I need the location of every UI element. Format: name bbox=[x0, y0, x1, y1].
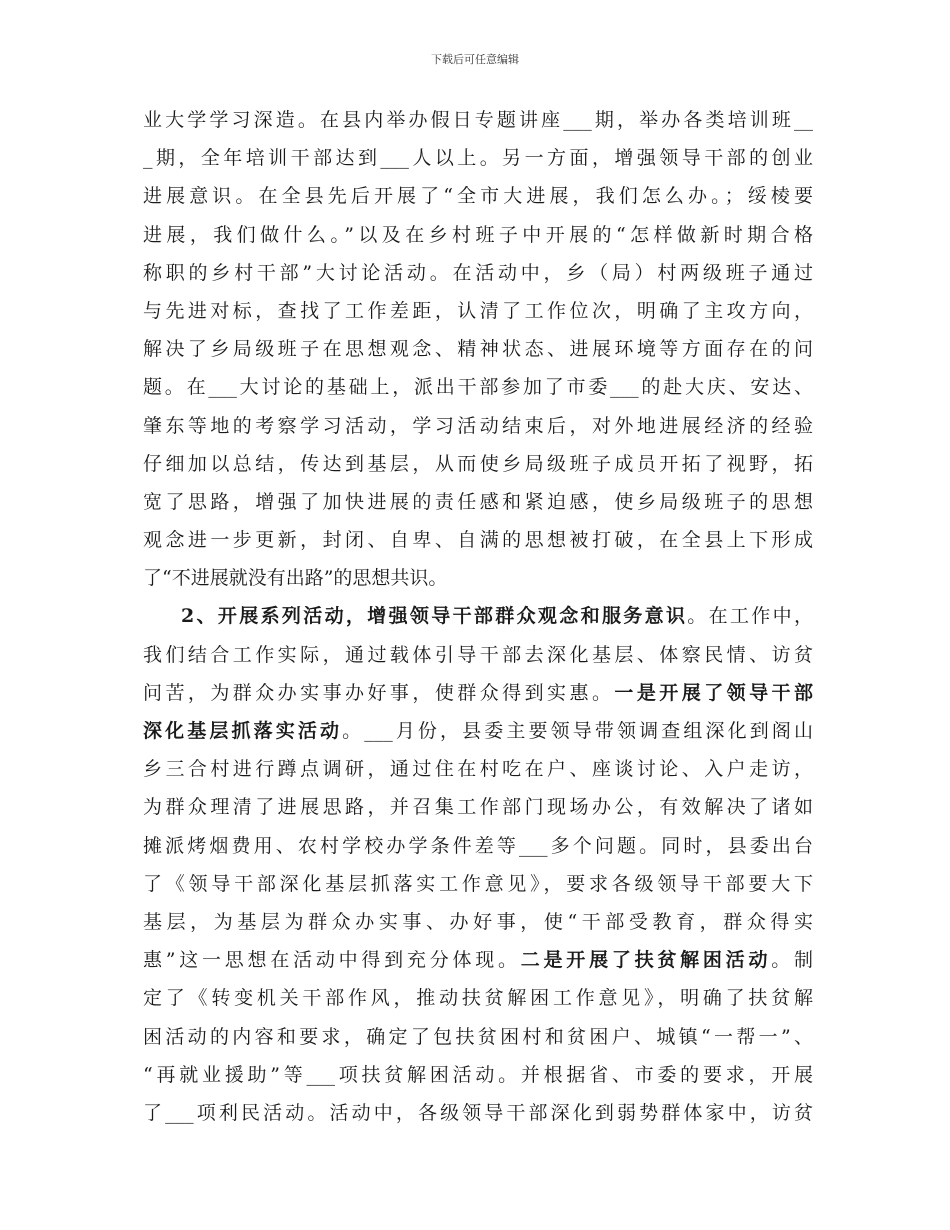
text-span: 。制 bbox=[771, 949, 813, 972]
subheading-1: 一是开展了领导干部 bbox=[614, 681, 813, 704]
paragraph-1 bbox=[143, 101, 813, 597]
text-line: 称职的乡村干部”大讨论活动。在活动中，乡（局）村两级班子通过 bbox=[143, 261, 813, 284]
text-line: 了“不进展就没有出路”的思想共识。 bbox=[143, 567, 448, 590]
text-span: 问苦，为群众办实事办好事，使群众得到实惠。 bbox=[143, 681, 615, 704]
text-line: 进展，我们做什么。”以及在乡村班子中开展的“怎样做新时期合格 bbox=[143, 223, 813, 246]
text-line: 观念进一步更新，封闭、自卑、自满的思想被打破，在全县上下形成 bbox=[143, 529, 813, 552]
text-line: 困活动的内容和要求，确定了包扶贫困村和贫困户、城镇“一帮一”、 bbox=[143, 1025, 813, 1048]
text-line: 我们结合工作实际，通过载体引导干部去深化基层、体察民情、访贫 bbox=[143, 643, 813, 666]
text-line bbox=[143, 674, 813, 712]
text-line: 定了《转变机关干部作风，推动扶贫解困工作意见》，明确了扶贫解 bbox=[143, 987, 813, 1010]
text-line: 乡三合村进行蹲点调研，通过住在村吃在户、座谈讨论、入户走访， bbox=[143, 758, 813, 781]
paragraph-2 bbox=[143, 597, 813, 1132]
text-line: 解决了乡局级班子在思想观念、精神状态、进展环境等方面存在的问 bbox=[143, 338, 813, 361]
text-line: 宽了思路，增强了加快进展的责任感和紧迫感，使乡局级班子的思想 bbox=[143, 490, 813, 513]
text-span: 。在工作中， bbox=[687, 605, 813, 628]
text-line: 与先进对标，查找了工作差距，认清了工作位次，明确了主攻方向， bbox=[143, 299, 813, 322]
page-header: 下载后可任意编辑 bbox=[431, 53, 519, 66]
document-body bbox=[143, 101, 813, 1132]
text-line: 业大学学习深造。在县内举办假日专题讲座___期，举办各类培训班__ bbox=[143, 109, 813, 131]
text-line: 题。在___大讨论的基础上，派出干部参加了市委___的赴大庆、安达、 bbox=[143, 376, 813, 399]
text-line bbox=[143, 941, 813, 979]
text-span: 惠”这一思想在活动中得到充分体现。 bbox=[143, 949, 521, 972]
text-line: 肇东等地的考察学习活动，学习活动结束后，对外地进展经济的经验 bbox=[143, 414, 813, 437]
text-span: 。___月份，县委主要领导带领调查组深化到阁山 bbox=[342, 720, 813, 742]
text-line: 为群众理清了进展思路，并召集工作部门现场办公，有效解决了诸如 bbox=[143, 796, 813, 819]
text-line: 基层，为基层为群众办实事、办好事，使“干部受教育，群众得实 bbox=[143, 910, 813, 933]
text-line bbox=[143, 597, 813, 635]
text-line: 进展意识。在全县先后开展了“全市大进展，我们怎么办。；绥棱要 bbox=[143, 185, 813, 208]
text-line: 了___项利民活动。活动中，各级领导干部深化到弱势群体家中，访贫 bbox=[143, 1101, 813, 1124]
text-line: 了《领导干部深化基层抓落实工作意见》，要求各级领导干部要大下 bbox=[143, 872, 813, 895]
text-line: “再就业援助”等___项扶贫解困活动。并根据省、市委的要求，开展 bbox=[143, 1063, 813, 1086]
section-heading: 2、开展系列活动，增强领导干部群众观念和服务意识 bbox=[181, 605, 688, 628]
subheading-1-cont: 深化基层抓落实活动 bbox=[143, 720, 343, 742]
text-line: _期，全年培训干部达到___人以上。另一方面，增强领导干部的创业 bbox=[143, 147, 813, 170]
text-line bbox=[143, 712, 813, 750]
text-line: 仔细加以总结，传达到基层，从而使乡局级班子成员开拓了视野，拓 bbox=[143, 452, 813, 475]
text-line: 摊派烤烟费用、农村学校办学条件差等___多个问题。同时，县委出台 bbox=[143, 834, 813, 857]
subheading-2: 二是开展了扶贫解困活动 bbox=[520, 949, 772, 972]
